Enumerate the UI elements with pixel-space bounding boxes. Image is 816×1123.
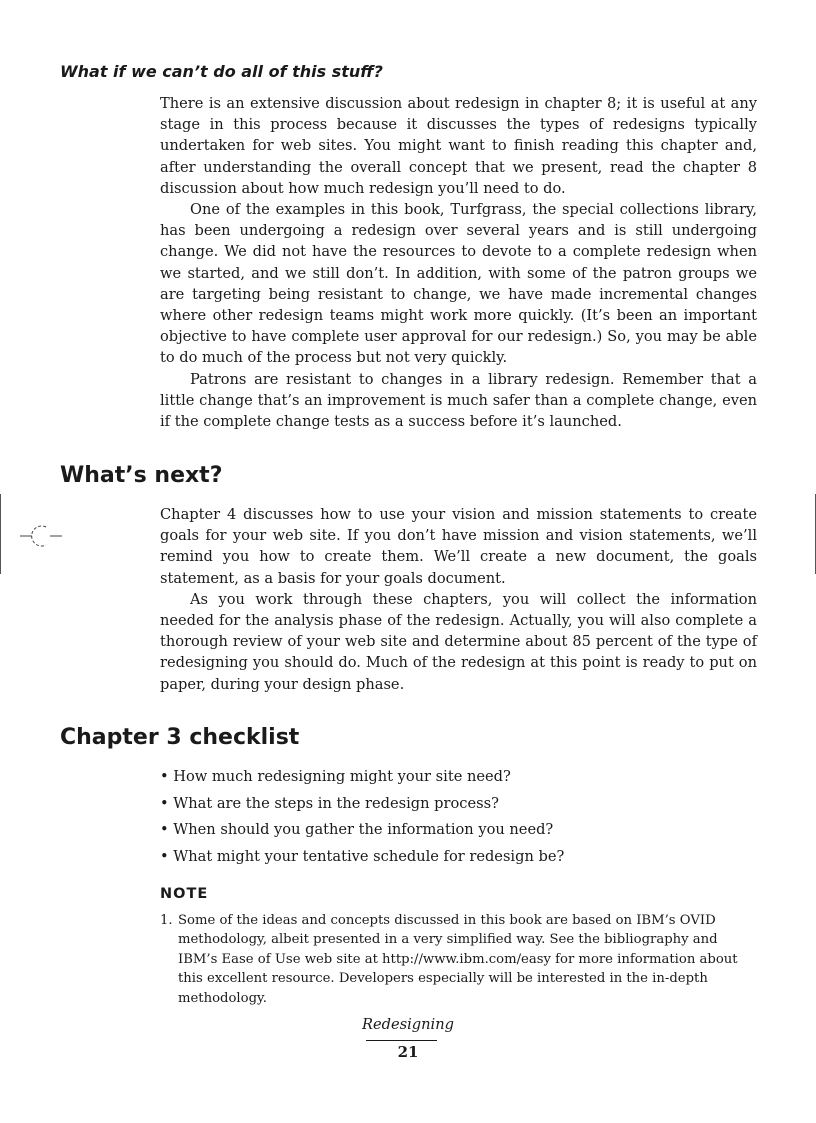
registration-mark-icon	[20, 523, 62, 549]
section-heading-cant-do: What if we can’t do all of this stuff?	[60, 62, 383, 81]
checklist-item: • What might your tentative schedule for redesign be?	[160, 844, 757, 871]
checklist-item: • What are the steps in the redesign process?	[160, 791, 757, 818]
checklist-item: • When should you gather the information you need?	[160, 817, 757, 844]
section-heading-checklist: Chapter 3 checklist	[60, 725, 300, 750]
endnote-number: 1.	[160, 913, 173, 928]
footer-rule	[366, 1040, 437, 1041]
page-number: 21	[397, 1043, 419, 1061]
section-heading-whats-next: What’s next?	[60, 463, 223, 488]
section-body-whats-next	[160, 504, 757, 695]
paragraph: There is an extensive discussion about redesign in chapter 8; it is useful at any stage in this process because it discusses the types of redesigns typically undertaken for web sites. You might want to finish reading this chapter and, after understanding the overall concept that we present, read the chapter 8 discussion about how much redesign you’ll need to do.	[160, 95, 757, 197]
note-heading: NOTE	[160, 886, 209, 902]
section-body-cant-do	[160, 93, 757, 432]
running-footer-title: Redesigning	[362, 1016, 454, 1033]
paragraph: As you work through these chapters, you will collect the information needed for the analysis phase of the redesign. Actually, you will also complete a thorough review of your web site and determine about 85 percent of the type of redesigning you should do. Much of the redesign at this point is ready to put on paper, during your design phase.	[160, 590, 757, 693]
checklist-item: • How much redesigning might your site need?	[160, 764, 757, 791]
paragraph: One of the examples in this book, Turfgrass, the special collections library, has been undergoing a redesign over several years and is still undergoing change. We did not have the resources to devote to a complete redesign when we started, and we still don’t. In addition, with some of the patron groups we are targeting being resistant to change, we have made incremental changes where other redesign teams might work more quickly. (It’s been an important objective to have complete user approval for our redesign.) So, you may be able to do much of the process but not very quickly.	[160, 201, 757, 367]
crop-mark-left-line	[0, 494, 1, 574]
checklist	[160, 764, 757, 870]
paragraph: Patrons are resistant to changes in a library redesign. Remember that a little change that’s an improvement is much safer than a complete change, even if the complete change tests as a success before it’s launched.	[160, 370, 757, 431]
endnote	[160, 911, 757, 1008]
endnote-text: Some of the ideas and concepts discussed in this book are based on IBM’s OVID methodology, albeit presented in a very simplified way. See the bibliography and IBM’s Ease of Use web site at http://www.ibm.com/easy for more information about this excellent resource. Developers especially will be interested in the in-depth methodology.	[178, 913, 738, 1006]
paragraph: Chapter 4 discusses how to use your vision and mission statements to create goals for your web site. If you don’t have mission and vision statements, we’ll remind you how to create them. We’ll create a new document, the goals statement, as a basis for your goals document.	[160, 506, 757, 587]
